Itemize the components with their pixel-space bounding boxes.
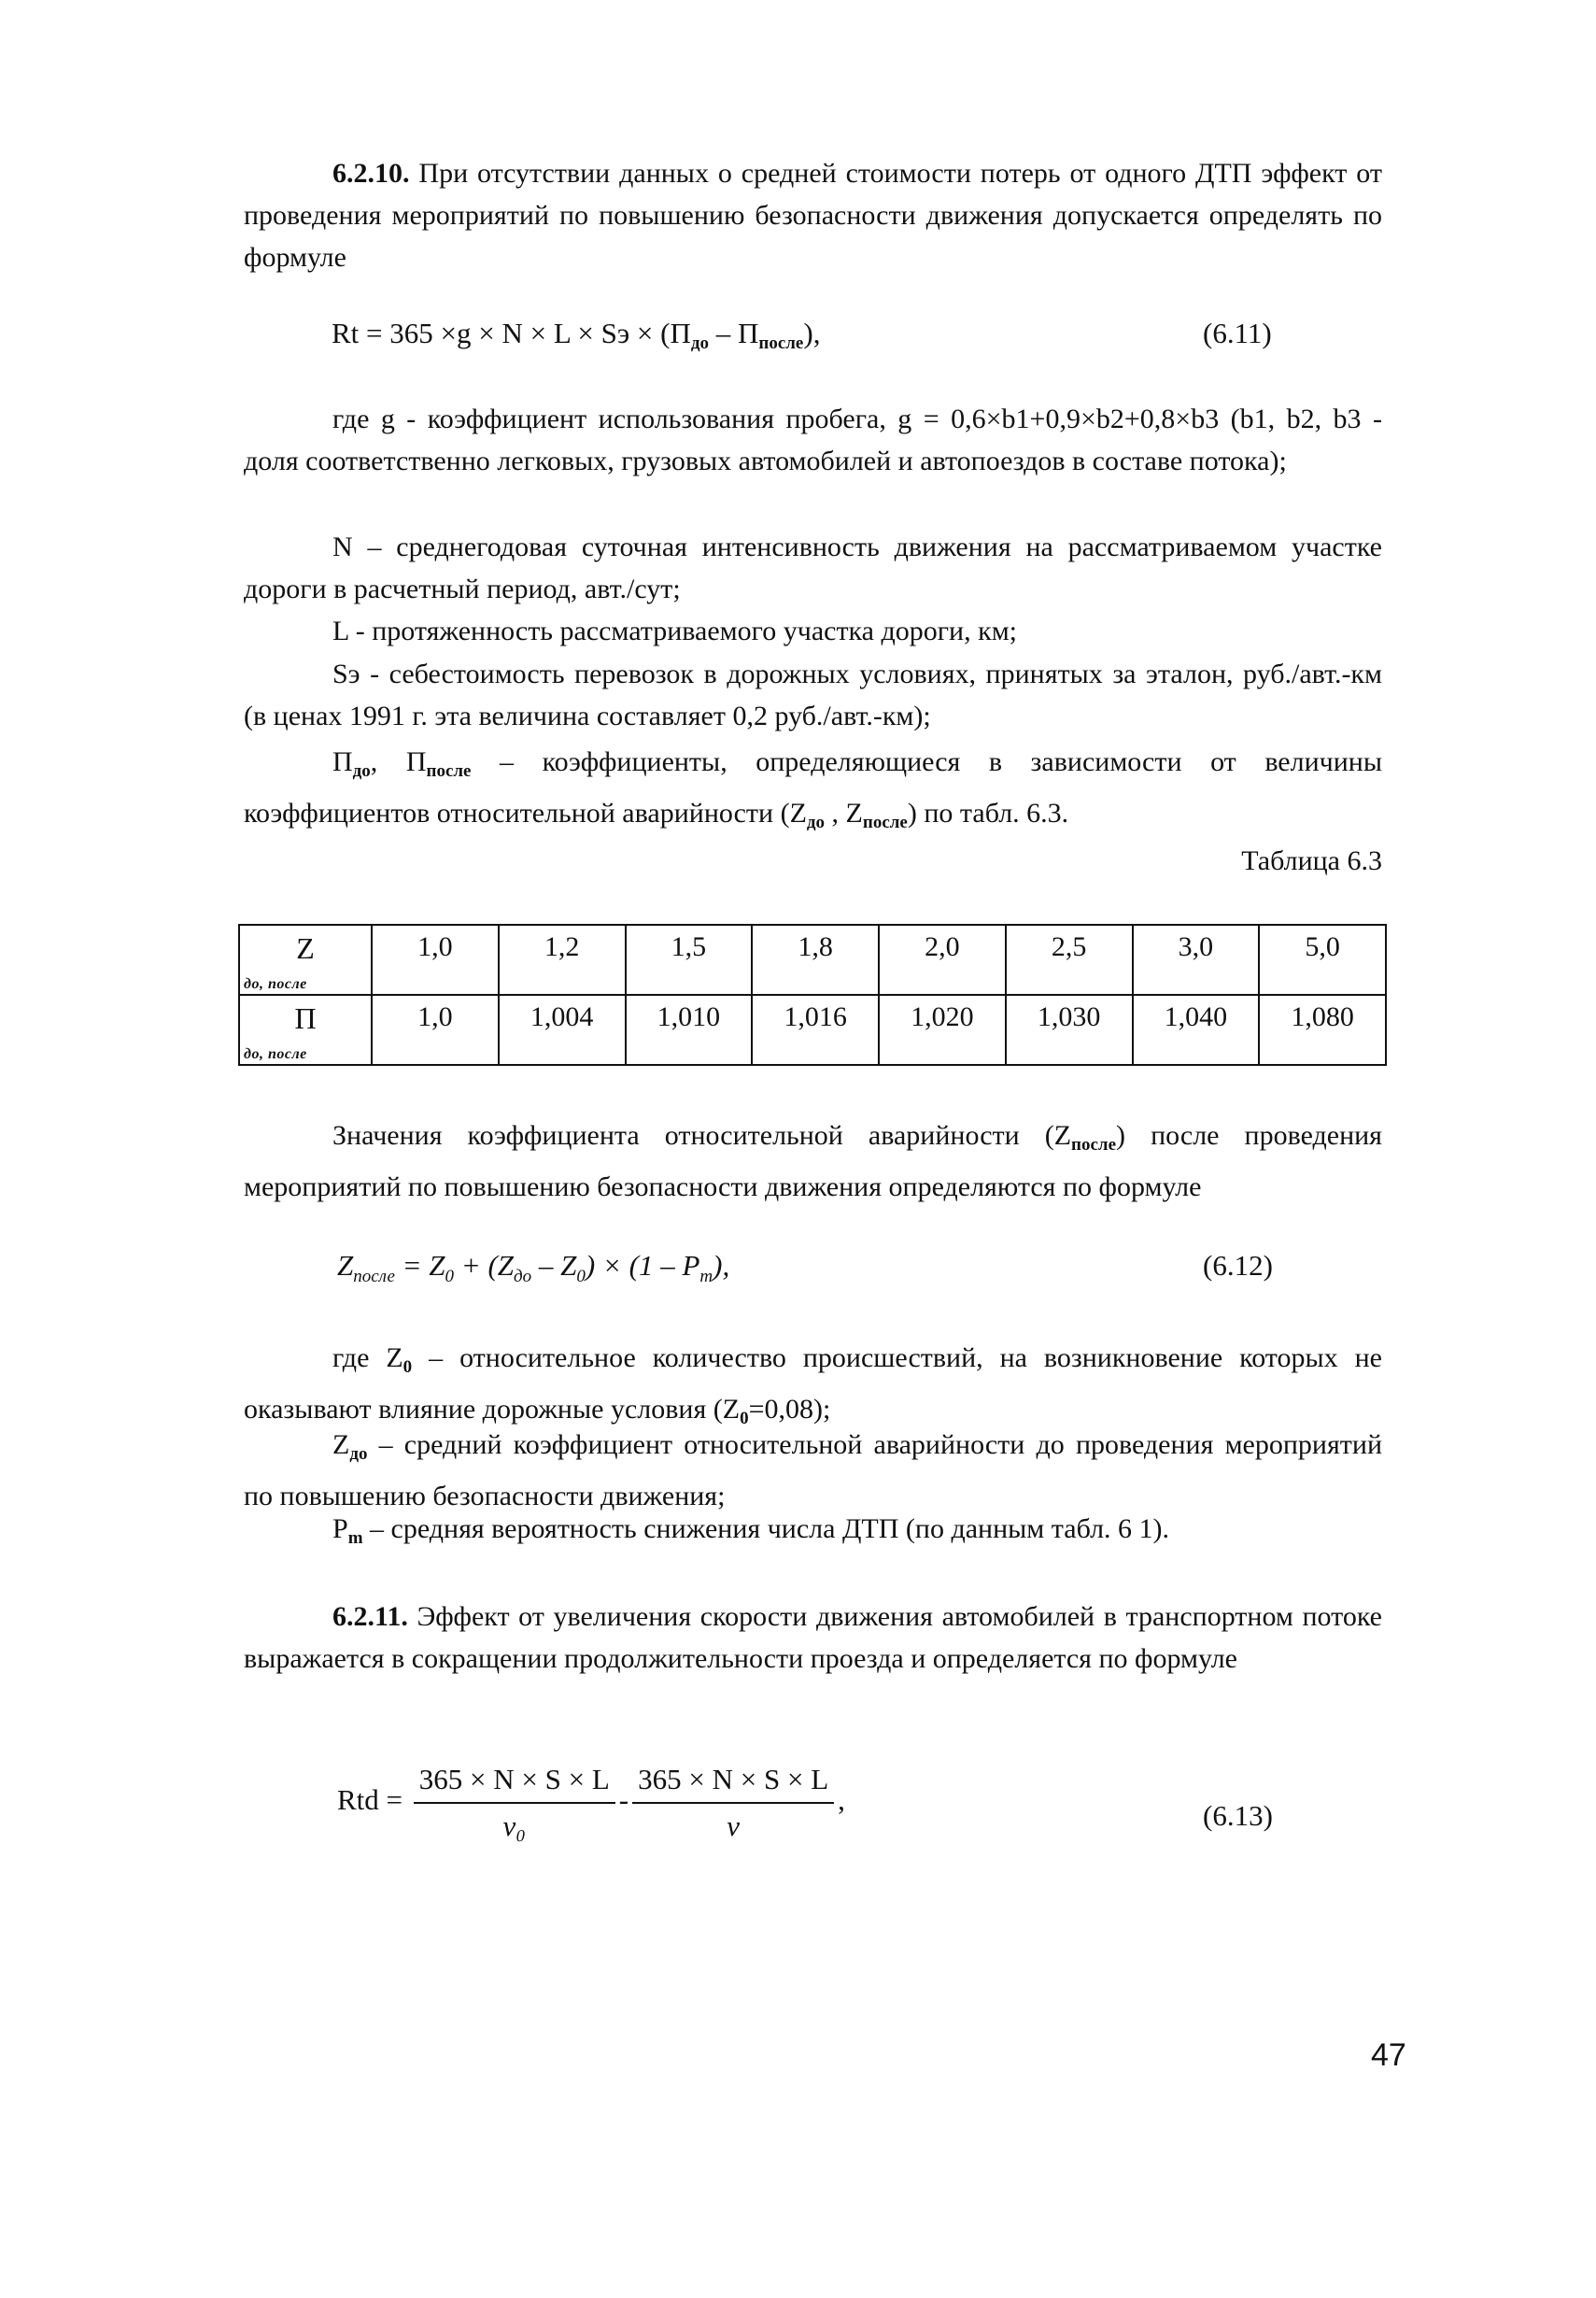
table-cell — [1006, 925, 1133, 995]
definition-n: N – среднегодовая суточная интенсивность движения на рассматриваемом участке дороги в расчетный период, авт./сут; — [244, 532, 1382, 604]
def-text: , П — [370, 746, 427, 777]
cell-value: 1,080 — [1291, 1001, 1354, 1032]
cell-value: 1,2 — [544, 931, 580, 962]
formula-lhs: Rt — [332, 317, 360, 349]
formula-body: ), — [803, 317, 821, 349]
def-subscript: после — [862, 813, 908, 832]
table-row-z — [239, 925, 1386, 995]
page-number: 47 — [1371, 2037, 1406, 2073]
def-text: , Z — [825, 798, 863, 829]
definition-zdo — [244, 1424, 1382, 1517]
fraction-1 — [414, 1761, 615, 1845]
formula-subscript: m — [699, 1267, 713, 1286]
def-subscript: 0 — [403, 1357, 413, 1377]
table-cell — [372, 995, 499, 1065]
section-number: 6.2.11. — [332, 1601, 408, 1632]
definition-g: где g - коэффициент использования пробега, g = 0,6×b1+0,9×b2+0,8×b3 (b1, b2, b3 - доля соответственно легковых, грузовых автомобилей и автопоездов в составе потока); — [244, 404, 1382, 476]
formula-subscript: после — [758, 333, 804, 353]
cell-value: 3,0 — [1178, 931, 1214, 962]
formula-number: (6.11) — [1203, 317, 1272, 349]
paragraph-6-2-11 — [244, 1596, 1382, 1680]
formula-minus: - — [618, 1783, 629, 1817]
table-cell — [1259, 925, 1386, 995]
formula-body: – П — [709, 317, 759, 349]
def-subscript: 0 — [740, 1409, 749, 1428]
formula-subscript: 0 — [445, 1267, 455, 1286]
row-header-z — [239, 925, 372, 995]
row-symbol-subscript: до, после — [244, 976, 307, 992]
cell-value: 1,020 — [911, 1001, 974, 1032]
formula-number: (6.12) — [1203, 1249, 1273, 1282]
fraction-numerator: 365 × N × S × L — [632, 1761, 834, 1804]
table-cell — [1133, 925, 1260, 995]
table-cell — [1259, 995, 1386, 1065]
definition-p — [244, 741, 1382, 844]
table-cell — [372, 925, 499, 995]
cell-value: 1,040 — [1164, 1001, 1228, 1032]
paragraph-text: ) после проведения мероприятий по повышению безопасности движения определяются по формуле — [244, 1120, 1382, 1202]
def-text: Z — [332, 1429, 350, 1460]
def-text: – относительное количество происшествий, на возникновение которых не оказывают влияние дорожные условия (Z — [244, 1342, 1382, 1425]
cell-value: 2,0 — [925, 931, 960, 962]
formula-body: = Z — [394, 1249, 445, 1282]
def-text: P — [332, 1513, 348, 1544]
cell-value: 1,0 — [417, 931, 453, 962]
def-subscript: до — [352, 761, 371, 781]
def-subscript: m — [347, 1528, 363, 1548]
table-cell — [1006, 995, 1133, 1065]
cell-value: 1,5 — [671, 931, 707, 962]
formula-body: ) × (1 – P — [585, 1249, 700, 1282]
formula-6-12 — [337, 1247, 729, 1296]
row-symbol: Z — [296, 931, 315, 965]
cell-value: 5,0 — [1305, 931, 1340, 962]
table-cell — [626, 995, 753, 1065]
table-cell — [879, 925, 1006, 995]
table-row-p — [239, 995, 1386, 1065]
formula-body: = 365 ×g × N × L × Sэ × (П — [359, 317, 691, 349]
formula-6-13 — [337, 1761, 845, 1845]
def-subscript: до — [806, 813, 826, 832]
fraction-denominator: v₀ — [502, 1809, 527, 1842]
table-cell — [626, 925, 753, 995]
row-symbol-subscript: до, после — [244, 1046, 307, 1062]
formula-body: – Z — [531, 1249, 577, 1282]
formula-body: Z — [337, 1249, 354, 1282]
formula-number: (6.13) — [1203, 1799, 1273, 1832]
fraction-denominator: v — [727, 1809, 741, 1842]
def-text: =0,08); — [748, 1394, 831, 1425]
paragraph-zposle — [244, 1114, 1382, 1208]
row-symbol: П — [294, 1001, 317, 1035]
table-caption: Таблица 6.3 — [1241, 845, 1382, 876]
formula-subscript: до — [514, 1267, 532, 1286]
table-cell — [499, 925, 626, 995]
formula-body: ), — [713, 1249, 730, 1282]
cell-value: 1,8 — [798, 931, 833, 962]
paragraph-text: Эффект от увеличения скорости движения автомобилей в транспортном потоке выражается в сокращении продолжительности проезда и определяется по формуле — [244, 1601, 1382, 1674]
paragraph-6-2-10 — [244, 152, 1382, 278]
def-text: П — [332, 746, 353, 777]
table-cell — [1133, 995, 1260, 1065]
def-text: – коэффициенты, определяющиеся в зависимости от величины коэффициентов относительной аварийности (Z — [244, 746, 1383, 829]
fraction-2 — [632, 1761, 834, 1845]
formula-subscript: 0 — [576, 1267, 586, 1286]
def-text: где Z — [332, 1342, 403, 1373]
formula-6-11 — [332, 315, 820, 362]
formula-body: + (Z — [454, 1249, 515, 1282]
def-subscript: после — [426, 761, 472, 781]
def-text: ) по табл. 6.3. — [907, 798, 1069, 829]
definition-pm — [244, 1508, 1382, 1559]
formula-lhs: Rtd = — [337, 1783, 403, 1817]
def-text: – средний коэффициент относительной аварийности до проведения мероприятий по повышению безопасности движения; — [244, 1429, 1382, 1511]
formula-comma: , — [838, 1783, 845, 1817]
cell-value: 1,004 — [530, 1001, 594, 1032]
cell-value: 1,0 — [417, 1001, 453, 1032]
section-number: 6.2.10. — [332, 158, 410, 189]
cell-value: 1,016 — [784, 1001, 847, 1032]
table-cell — [879, 995, 1006, 1065]
def-subscript: до — [349, 1444, 368, 1464]
formula-subscript: до — [690, 333, 709, 353]
paragraph-text: При отсутствии данных о средней стоимости потерь от одного ДТП эффект от проведения мероприятий по повышению безопасности движения допускается определять по формуле — [244, 158, 1382, 273]
cell-value: 1,010 — [657, 1001, 721, 1032]
table-cell — [499, 995, 626, 1065]
table-cell — [752, 995, 879, 1065]
formula-subscript: после — [353, 1267, 395, 1286]
row-header-p — [239, 995, 372, 1065]
paragraph-text: Значения коэффициента относительной аварийности (Z — [332, 1120, 1072, 1151]
fraction-numerator: 365 × N × S × L — [414, 1761, 615, 1804]
definition-l: L - протяженность рассматриваемого участка дороги, км; — [332, 616, 1018, 646]
cell-value: 1,030 — [1037, 1001, 1101, 1032]
table-6-3 — [238, 924, 1387, 1066]
cell-value: 2,5 — [1051, 931, 1087, 962]
def-text: – средняя вероятность снижения числа ДТП (по данным табл. 6 1). — [362, 1513, 1170, 1544]
table-cell — [752, 925, 879, 995]
definition-s: Sэ - себестоимость перевозок в дорожных условиях, принятых за эталон, руб./авт.-км (в ценах 1991 г. эта величина составляет 0,2 руб./авт.-км); — [244, 659, 1382, 731]
paragraph-subscript: после — [1071, 1135, 1117, 1155]
